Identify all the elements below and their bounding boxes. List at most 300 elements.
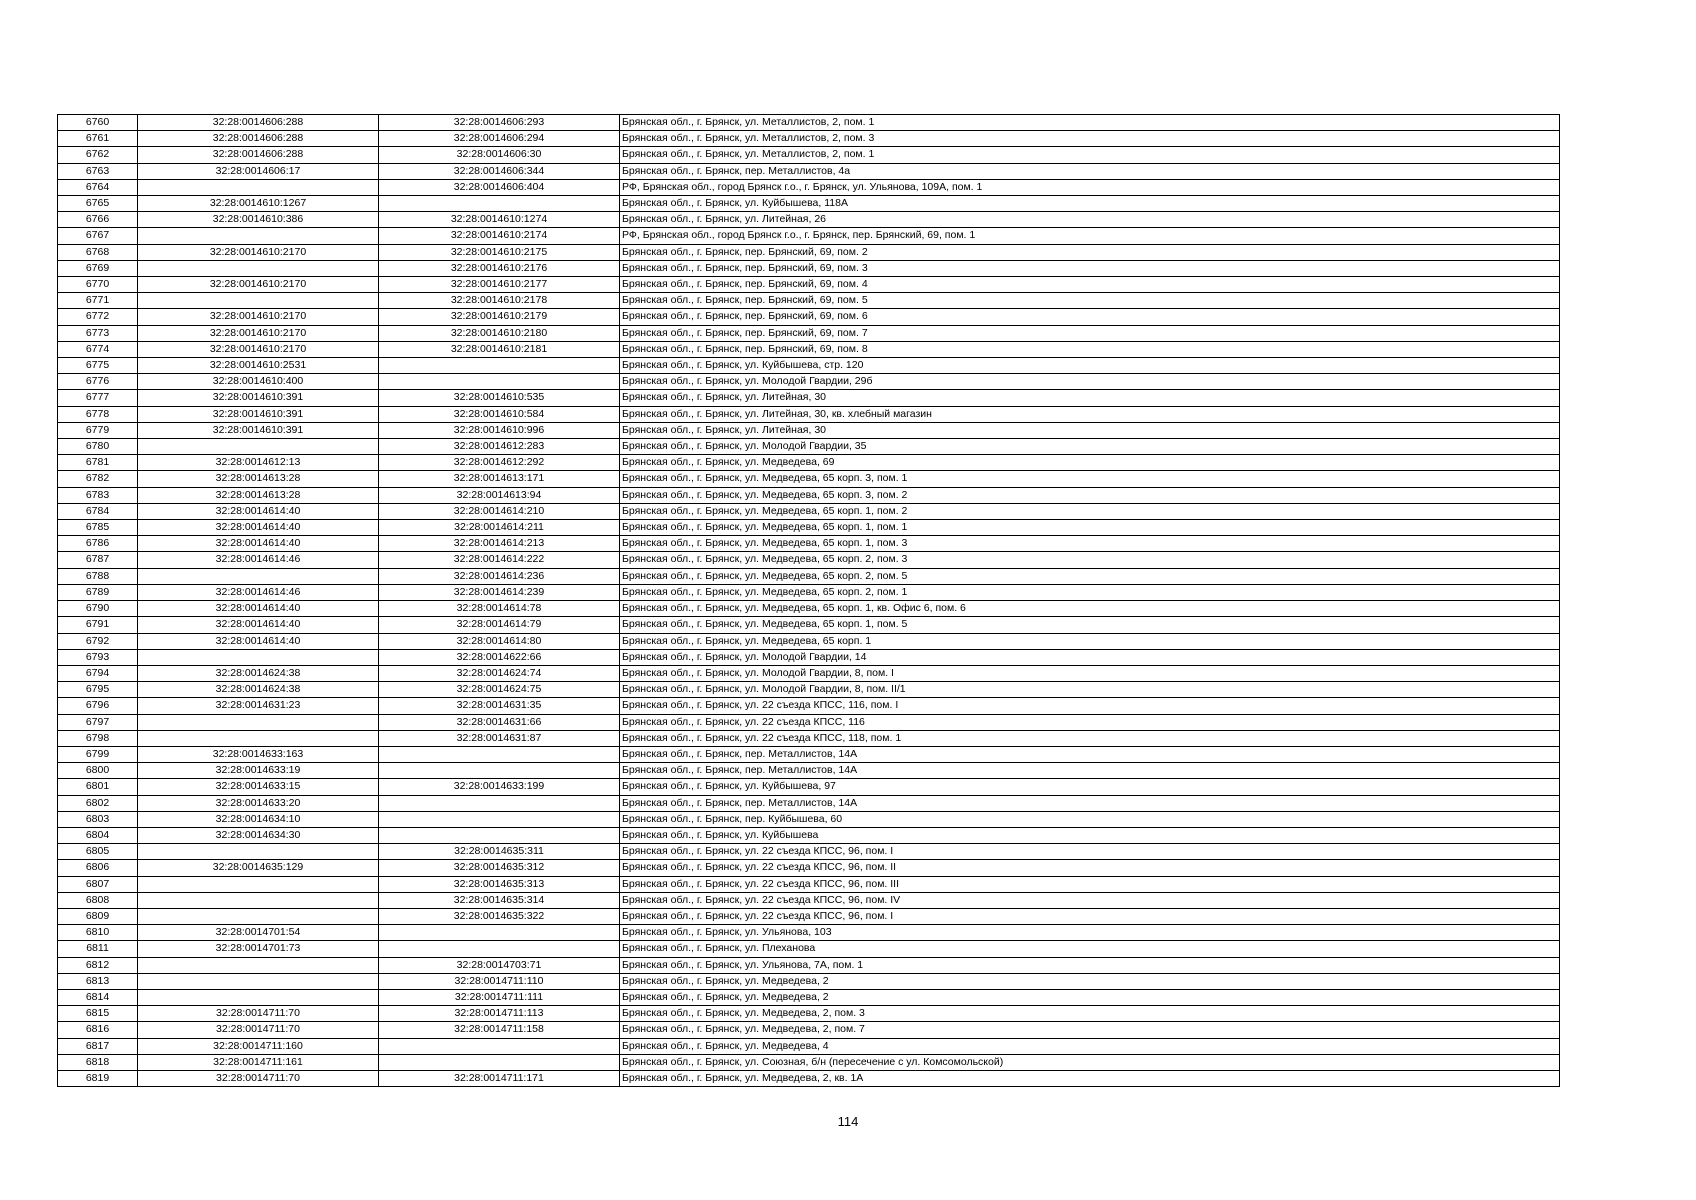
address-cell: Брянская обл., г. Брянск, ул. Куйбышева, 97 <box>620 779 1560 795</box>
row-number-cell: 6810 <box>58 925 138 941</box>
object-cadastral-number-cell <box>379 358 620 374</box>
object-cadastral-number-cell: 32:28:0014703:71 <box>379 957 620 973</box>
object-cadastral-number-cell: 32:28:0014614:213 <box>379 536 620 552</box>
parent-cadastral-number-cell <box>138 908 379 924</box>
table-row <box>58 584 1560 600</box>
object-cadastral-number-cell <box>379 763 620 779</box>
object-cadastral-number-cell: 32:28:0014612:292 <box>379 455 620 471</box>
object-cadastral-number-cell: 32:28:0014622:66 <box>379 649 620 665</box>
address-cell: Брянская обл., г. Брянск, ул. Молодой Гвардии, 14 <box>620 649 1560 665</box>
table-row <box>58 633 1560 649</box>
parent-cadastral-number-cell: 32:28:0014606:288 <box>138 147 379 163</box>
object-cadastral-number-cell: 32:28:0014610:2175 <box>379 244 620 260</box>
row-number-cell: 6787 <box>58 552 138 568</box>
row-number-cell: 6776 <box>58 374 138 390</box>
object-cadastral-number-cell: 32:28:0014606:344 <box>379 163 620 179</box>
table-row <box>58 115 1560 131</box>
object-cadastral-number-cell: 32:28:0014614:211 <box>379 520 620 536</box>
object-cadastral-number-cell: 32:28:0014614:80 <box>379 633 620 649</box>
parent-cadastral-number-cell: 32:28:0014610:2170 <box>138 341 379 357</box>
table-row <box>58 390 1560 406</box>
address-cell: Брянская обл., г. Брянск, ул. Куйбышева, 118А <box>620 196 1560 212</box>
parent-cadastral-number-cell: 32:28:0014633:19 <box>138 763 379 779</box>
table-row <box>58 763 1560 779</box>
parent-cadastral-number-cell <box>138 844 379 860</box>
address-cell: Брянская обл., г. Брянск, пер. Брянский, 69, пом. 6 <box>620 309 1560 325</box>
table-row <box>58 568 1560 584</box>
address-cell: Брянская обл., г. Брянск, ул. 22 съезда КПСС, 96, пом. IV <box>620 892 1560 908</box>
row-number-cell: 6774 <box>58 341 138 357</box>
parent-cadastral-number-cell: 32:28:0014606:288 <box>138 115 379 131</box>
row-number-cell: 6806 <box>58 860 138 876</box>
parent-cadastral-number-cell: 32:28:0014606:17 <box>138 163 379 179</box>
row-number-cell: 6782 <box>58 471 138 487</box>
table-row <box>58 422 1560 438</box>
table-row <box>58 1038 1560 1054</box>
object-cadastral-number-cell: 32:28:0014606:293 <box>379 115 620 131</box>
table-row <box>58 989 1560 1005</box>
address-cell: Брянская обл., г. Брянск, пер. Брянский, 69, пом. 8 <box>620 341 1560 357</box>
row-number-cell: 6786 <box>58 536 138 552</box>
table-row <box>58 147 1560 163</box>
object-cadastral-number-cell: 32:28:0014631:66 <box>379 714 620 730</box>
parent-cadastral-number-cell <box>138 892 379 908</box>
row-number-cell: 6793 <box>58 649 138 665</box>
parent-cadastral-number-cell: 32:28:0014610:1267 <box>138 196 379 212</box>
table-row <box>58 244 1560 260</box>
parent-cadastral-number-cell: 32:28:0014610:386 <box>138 212 379 228</box>
address-cell: Брянская обл., г. Брянск, ул. Куйбышева <box>620 827 1560 843</box>
object-cadastral-number-cell <box>379 374 620 390</box>
address-cell: Брянская обл., г. Брянск, ул. Медведева, 2, пом. 3 <box>620 1006 1560 1022</box>
object-cadastral-number-cell: 32:28:0014624:74 <box>379 665 620 681</box>
table-row <box>58 649 1560 665</box>
table-row <box>58 503 1560 519</box>
object-cadastral-number-cell: 32:28:0014612:283 <box>379 439 620 455</box>
address-cell: Брянская обл., г. Брянск, ул. Ульянова, 103 <box>620 925 1560 941</box>
object-cadastral-number-cell: 32:28:0014610:2176 <box>379 260 620 276</box>
table-row <box>58 309 1560 325</box>
parent-cadastral-number-cell: 32:28:0014614:40 <box>138 520 379 536</box>
parent-cadastral-number-cell: 32:28:0014614:40 <box>138 503 379 519</box>
address-cell: Брянская обл., г. Брянск, ул. 22 съезда КПСС, 118, пом. 1 <box>620 730 1560 746</box>
address-cell: Брянская обл., г. Брянск, ул. 22 съезда КПСС, 96, пом. I <box>620 844 1560 860</box>
row-number-cell: 6783 <box>58 487 138 503</box>
parent-cadastral-number-cell: 32:28:0014614:46 <box>138 552 379 568</box>
table-row <box>58 925 1560 941</box>
table-row <box>58 487 1560 503</box>
table-row <box>58 601 1560 617</box>
row-number-cell: 6801 <box>58 779 138 795</box>
object-cadastral-number-cell <box>379 795 620 811</box>
table-row <box>58 827 1560 843</box>
parent-cadastral-number-cell: 32:28:0014711:70 <box>138 1006 379 1022</box>
registry-table-body <box>58 115 1560 1087</box>
table-row <box>58 698 1560 714</box>
address-cell: Брянская обл., г. Брянск, ул. Плеханова <box>620 941 1560 957</box>
object-cadastral-number-cell: 32:28:0014711:171 <box>379 1070 620 1086</box>
parent-cadastral-number-cell <box>138 228 379 244</box>
address-cell: Брянская обл., г. Брянск, ул. Металлистов, 2, пом. 1 <box>620 115 1560 131</box>
object-cadastral-number-cell: 32:28:0014610:2180 <box>379 325 620 341</box>
table-row <box>58 277 1560 293</box>
parent-cadastral-number-cell <box>138 260 379 276</box>
parent-cadastral-number-cell: 32:28:0014701:73 <box>138 941 379 957</box>
row-number-cell: 6765 <box>58 196 138 212</box>
row-number-cell: 6802 <box>58 795 138 811</box>
address-cell: Брянская обл., г. Брянск, ул. Молодой Гвардии, 8, пом. II/1 <box>620 682 1560 698</box>
address-cell: Брянская обл., г. Брянск, ул. 22 съезда КПСС, 116, пом. I <box>620 698 1560 714</box>
row-number-cell: 6794 <box>58 665 138 681</box>
table-row <box>58 455 1560 471</box>
object-cadastral-number-cell: 32:28:0014635:312 <box>379 860 620 876</box>
address-cell: Брянская обл., г. Брянск, ул. Молодой Гвардии, 35 <box>620 439 1560 455</box>
parent-cadastral-number-cell: 32:28:0014610:2531 <box>138 358 379 374</box>
parent-cadastral-number-cell: 32:28:0014606:288 <box>138 131 379 147</box>
table-row <box>58 730 1560 746</box>
table-row <box>58 163 1560 179</box>
table-row <box>58 536 1560 552</box>
row-number-cell: 6781 <box>58 455 138 471</box>
row-number-cell: 6768 <box>58 244 138 260</box>
table-row <box>58 941 1560 957</box>
address-cell: Брянская обл., г. Брянск, ул. Ульянова, 7А, пом. 1 <box>620 957 1560 973</box>
row-number-cell: 6816 <box>58 1022 138 1038</box>
table-row <box>58 471 1560 487</box>
parent-cadastral-number-cell: 32:28:0014610:2170 <box>138 277 379 293</box>
parent-cadastral-number-cell: 32:28:0014610:2170 <box>138 309 379 325</box>
object-cadastral-number-cell <box>379 827 620 843</box>
address-cell: Брянская обл., г. Брянск, пер. Брянский, 69, пом. 3 <box>620 260 1560 276</box>
address-cell: Брянская обл., г. Брянск, пер. Брянский, 69, пом. 7 <box>620 325 1560 341</box>
row-number-cell: 6769 <box>58 260 138 276</box>
object-cadastral-number-cell: 32:28:0014613:94 <box>379 487 620 503</box>
row-number-cell: 6815 <box>58 1006 138 1022</box>
object-cadastral-number-cell: 32:28:0014606:404 <box>379 179 620 195</box>
object-cadastral-number-cell: 32:28:0014711:110 <box>379 973 620 989</box>
parent-cadastral-number-cell <box>138 973 379 989</box>
address-cell: РФ, Брянская обл., город Брянск г.о., г. Брянск, пер. Брянский, 69, пом. 1 <box>620 228 1560 244</box>
table-row <box>58 779 1560 795</box>
address-cell: РФ, Брянская обл., город Брянск г.о., г. Брянск, ул. Ульянова, 109А, пом. 1 <box>620 179 1560 195</box>
row-number-cell: 6812 <box>58 957 138 973</box>
parent-cadastral-number-cell: 32:28:0014613:28 <box>138 487 379 503</box>
parent-cadastral-number-cell: 32:28:0014614:40 <box>138 633 379 649</box>
table-row <box>58 439 1560 455</box>
address-cell: Брянская обл., г. Брянск, ул. Медведева, 65 корп. 2, пом. 3 <box>620 552 1560 568</box>
address-cell: Брянская обл., г. Брянск, пер. Брянский, 69, пом. 2 <box>620 244 1560 260</box>
address-cell: Брянская обл., г. Брянск, ул. Союзная, б/н (пересечение с ул. Комсомольской) <box>620 1054 1560 1070</box>
row-number-cell: 6775 <box>58 358 138 374</box>
address-cell: Брянская обл., г. Брянск, ул. Медведева, 2 <box>620 989 1560 1005</box>
parent-cadastral-number-cell: 32:28:0014711:161 <box>138 1054 379 1070</box>
table-row <box>58 131 1560 147</box>
table-row <box>58 892 1560 908</box>
object-cadastral-number-cell: 32:28:0014614:78 <box>379 601 620 617</box>
parent-cadastral-number-cell <box>138 714 379 730</box>
table-row <box>58 844 1560 860</box>
object-cadastral-number-cell: 32:28:0014610:996 <box>379 422 620 438</box>
parent-cadastral-number-cell: 32:28:0014614:40 <box>138 536 379 552</box>
address-cell: Брянская обл., г. Брянск, ул. Медведева, 2, пом. 7 <box>620 1022 1560 1038</box>
address-cell: Брянская обл., г. Брянск, пер. Брянский, 69, пом. 4 <box>620 277 1560 293</box>
address-cell: Брянская обл., г. Брянск, ул. Куйбышева, стр. 120 <box>620 358 1560 374</box>
row-number-cell: 6809 <box>58 908 138 924</box>
parent-cadastral-number-cell: 32:28:0014633:20 <box>138 795 379 811</box>
table-row <box>58 406 1560 422</box>
row-number-cell: 6770 <box>58 277 138 293</box>
address-cell: Брянская обл., г. Брянск, ул. 22 съезда КПСС, 96, пом. I <box>620 908 1560 924</box>
row-number-cell: 6773 <box>58 325 138 341</box>
address-cell: Брянская обл., г. Брянск, ул. Молодой Гвардии, 29б <box>620 374 1560 390</box>
object-cadastral-number-cell: 32:28:0014614:79 <box>379 617 620 633</box>
row-number-cell: 6761 <box>58 131 138 147</box>
table-row <box>58 293 1560 309</box>
row-number-cell: 6813 <box>58 973 138 989</box>
parent-cadastral-number-cell: 32:28:0014610:391 <box>138 422 379 438</box>
address-cell: Брянская обл., г. Брянск, ул. Металлистов, 2, пом. 3 <box>620 131 1560 147</box>
row-number-cell: 6760 <box>58 115 138 131</box>
row-number-cell: 6792 <box>58 633 138 649</box>
parent-cadastral-number-cell <box>138 649 379 665</box>
parent-cadastral-number-cell <box>138 293 379 309</box>
object-cadastral-number-cell: 32:28:0014635:313 <box>379 876 620 892</box>
table-row <box>58 1006 1560 1022</box>
parent-cadastral-number-cell: 32:28:0014633:15 <box>138 779 379 795</box>
row-number-cell: 6811 <box>58 941 138 957</box>
object-cadastral-number-cell: 32:28:0014606:30 <box>379 147 620 163</box>
registry-table <box>57 114 1560 1087</box>
row-number-cell: 6788 <box>58 568 138 584</box>
table-row <box>58 196 1560 212</box>
table-row <box>58 746 1560 762</box>
address-cell: Брянская обл., г. Брянск, ул. Литейная, 26 <box>620 212 1560 228</box>
address-cell: Брянская обл., г. Брянск, ул. Медведева, 65 корп. 1, пом. 3 <box>620 536 1560 552</box>
table-row <box>58 908 1560 924</box>
address-cell: Брянская обл., г. Брянск, пер. Металлистов, 4а <box>620 163 1560 179</box>
row-number-cell: 6819 <box>58 1070 138 1086</box>
table-row <box>58 665 1560 681</box>
parent-cadastral-number-cell <box>138 439 379 455</box>
parent-cadastral-number-cell: 32:28:0014635:129 <box>138 860 379 876</box>
parent-cadastral-number-cell: 32:28:0014711:70 <box>138 1070 379 1086</box>
object-cadastral-number-cell: 32:28:0014613:171 <box>379 471 620 487</box>
object-cadastral-number-cell: 32:28:0014711:111 <box>379 989 620 1005</box>
row-number-cell: 6808 <box>58 892 138 908</box>
object-cadastral-number-cell: 32:28:0014635:314 <box>379 892 620 908</box>
parent-cadastral-number-cell: 32:28:0014614:46 <box>138 584 379 600</box>
object-cadastral-number-cell: 32:28:0014610:2179 <box>379 309 620 325</box>
parent-cadastral-number-cell: 32:28:0014613:28 <box>138 471 379 487</box>
parent-cadastral-number-cell: 32:28:0014711:160 <box>138 1038 379 1054</box>
row-number-cell: 6804 <box>58 827 138 843</box>
row-number-cell: 6777 <box>58 390 138 406</box>
parent-cadastral-number-cell: 32:28:0014612:13 <box>138 455 379 471</box>
address-cell: Брянская обл., г. Брянск, ул. Медведева, 4 <box>620 1038 1560 1054</box>
table-row <box>58 358 1560 374</box>
table-row <box>58 325 1560 341</box>
row-number-cell: 6797 <box>58 714 138 730</box>
table-row <box>58 973 1560 989</box>
row-number-cell: 6814 <box>58 989 138 1005</box>
table-row <box>58 714 1560 730</box>
parent-cadastral-number-cell: 32:28:0014624:38 <box>138 665 379 681</box>
parent-cadastral-number-cell: 32:28:0014634:30 <box>138 827 379 843</box>
object-cadastral-number-cell: 32:28:0014614:222 <box>379 552 620 568</box>
object-cadastral-number-cell: 32:28:0014610:2181 <box>379 341 620 357</box>
parent-cadastral-number-cell: 32:28:0014624:38 <box>138 682 379 698</box>
address-cell: Брянская обл., г. Брянск, пер. Металлистов, 14А <box>620 795 1560 811</box>
row-number-cell: 6766 <box>58 212 138 228</box>
table-row <box>58 520 1560 536</box>
row-number-cell: 6795 <box>58 682 138 698</box>
object-cadastral-number-cell: 32:28:0014614:239 <box>379 584 620 600</box>
object-cadastral-number-cell <box>379 196 620 212</box>
table-row <box>58 876 1560 892</box>
table-row <box>58 260 1560 276</box>
parent-cadastral-number-cell <box>138 876 379 892</box>
address-cell: Брянская обл., г. Брянск, ул. 22 съезда КПСС, 96, пом. II <box>620 860 1560 876</box>
address-cell: Брянская обл., г. Брянск, ул. Медведева, 65 корп. 1, пом. 5 <box>620 617 1560 633</box>
parent-cadastral-number-cell: 32:28:0014634:10 <box>138 811 379 827</box>
object-cadastral-number-cell: 32:28:0014631:35 <box>379 698 620 714</box>
object-cadastral-number-cell <box>379 746 620 762</box>
row-number-cell: 6818 <box>58 1054 138 1070</box>
object-cadastral-number-cell: 32:28:0014610:2178 <box>379 293 620 309</box>
address-cell: Брянская обл., г. Брянск, пер. Металлистов, 14А <box>620 746 1560 762</box>
parent-cadastral-number-cell: 32:28:0014614:40 <box>138 601 379 617</box>
table-row <box>58 179 1560 195</box>
object-cadastral-number-cell: 32:28:0014610:584 <box>379 406 620 422</box>
object-cadastral-number-cell: 32:28:0014711:113 <box>379 1006 620 1022</box>
row-number-cell: 6789 <box>58 584 138 600</box>
parent-cadastral-number-cell <box>138 730 379 746</box>
object-cadastral-number-cell: 32:28:0014635:322 <box>379 908 620 924</box>
row-number-cell: 6798 <box>58 730 138 746</box>
parent-cadastral-number-cell: 32:28:0014610:2170 <box>138 325 379 341</box>
address-cell: Брянская обл., г. Брянск, ул. Медведева, 65 корп. 1, пом. 1 <box>620 520 1560 536</box>
parent-cadastral-number-cell <box>138 179 379 195</box>
row-number-cell: 6805 <box>58 844 138 860</box>
address-cell: Брянская обл., г. Брянск, ул. Медведева, 65 корп. 2, пом. 1 <box>620 584 1560 600</box>
parent-cadastral-number-cell: 32:28:0014610:391 <box>138 406 379 422</box>
row-number-cell: 6785 <box>58 520 138 536</box>
address-cell: Брянская обл., г. Брянск, ул. Медведева, 65 корп. 1 <box>620 633 1560 649</box>
address-cell: Брянская обл., г. Брянск, ул. Молодой Гвардии, 8, пом. I <box>620 665 1560 681</box>
parent-cadastral-number-cell: 32:28:0014610:2170 <box>138 244 379 260</box>
parent-cadastral-number-cell: 32:28:0014631:23 <box>138 698 379 714</box>
page-number: 114 <box>837 1114 859 1129</box>
row-number-cell: 6771 <box>58 293 138 309</box>
object-cadastral-number-cell: 32:28:0014624:75 <box>379 682 620 698</box>
address-cell: Брянская обл., г. Брянск, пер. Металлистов, 14А <box>620 763 1560 779</box>
table-row <box>58 228 1560 244</box>
address-cell: Брянская обл., г. Брянск, пер. Брянский, 69, пом. 5 <box>620 293 1560 309</box>
parent-cadastral-number-cell: 32:28:0014610:400 <box>138 374 379 390</box>
parent-cadastral-number-cell: 32:28:0014633:163 <box>138 746 379 762</box>
table-row <box>58 1054 1560 1070</box>
parent-cadastral-number-cell <box>138 989 379 1005</box>
row-number-cell: 6790 <box>58 601 138 617</box>
row-number-cell: 6778 <box>58 406 138 422</box>
row-number-cell: 6796 <box>58 698 138 714</box>
object-cadastral-number-cell <box>379 1038 620 1054</box>
row-number-cell: 6784 <box>58 503 138 519</box>
object-cadastral-number-cell: 32:28:0014610:2177 <box>379 277 620 293</box>
object-cadastral-number-cell: 32:28:0014614:210 <box>379 503 620 519</box>
row-number-cell: 6800 <box>58 763 138 779</box>
object-cadastral-number-cell: 32:28:0014711:158 <box>379 1022 620 1038</box>
object-cadastral-number-cell: 32:28:0014610:535 <box>379 390 620 406</box>
address-cell: Брянская обл., г. Брянск, ул. Литейная, 30, кв. хлебный магазин <box>620 406 1560 422</box>
object-cadastral-number-cell: 32:28:0014635:311 <box>379 844 620 860</box>
address-cell: Брянская обл., г. Брянск, ул. Медведева, 65 корп. 3, пом. 2 <box>620 487 1560 503</box>
row-number-cell: 6767 <box>58 228 138 244</box>
table-row <box>58 341 1560 357</box>
address-cell: Брянская обл., г. Брянск, ул. Медведева, 2, кв. 1А <box>620 1070 1560 1086</box>
address-cell: Брянская обл., г. Брянск, ул. Медведева, 65 корп. 1, кв. Офис 6, пом. 6 <box>620 601 1560 617</box>
object-cadastral-number-cell <box>379 925 620 941</box>
table-row <box>58 1070 1560 1086</box>
table-row <box>58 811 1560 827</box>
address-cell: Брянская обл., г. Брянск, ул. Медведева, 65 корп. 2, пом. 5 <box>620 568 1560 584</box>
object-cadastral-number-cell <box>379 1054 620 1070</box>
row-number-cell: 6803 <box>58 811 138 827</box>
object-cadastral-number-cell: 32:28:0014631:87 <box>379 730 620 746</box>
object-cadastral-number-cell <box>379 941 620 957</box>
address-cell: Брянская обл., г. Брянск, пер. Куйбышева, 60 <box>620 811 1560 827</box>
row-number-cell: 6780 <box>58 439 138 455</box>
object-cadastral-number-cell <box>379 811 620 827</box>
table-row <box>58 795 1560 811</box>
table-row <box>58 212 1560 228</box>
parent-cadastral-number-cell <box>138 568 379 584</box>
table-row <box>58 682 1560 698</box>
table-row <box>58 552 1560 568</box>
table-row <box>58 957 1560 973</box>
parent-cadastral-number-cell: 32:28:0014610:391 <box>138 390 379 406</box>
address-cell: Брянская обл., г. Брянск, ул. Литейная, 30 <box>620 422 1560 438</box>
table-row <box>58 860 1560 876</box>
object-cadastral-number-cell: 32:28:0014610:2174 <box>379 228 620 244</box>
address-cell: Брянская обл., г. Брянск, ул. Медведева, 69 <box>620 455 1560 471</box>
address-cell: Брянская обл., г. Брянск, ул. Медведева, 65 корп. 3, пом. 1 <box>620 471 1560 487</box>
parent-cadastral-number-cell: 32:28:0014711:70 <box>138 1022 379 1038</box>
row-number-cell: 6764 <box>58 179 138 195</box>
object-cadastral-number-cell: 32:28:0014610:1274 <box>379 212 620 228</box>
row-number-cell: 6762 <box>58 147 138 163</box>
address-cell: Брянская обл., г. Брянск, ул. Медведева, 2 <box>620 973 1560 989</box>
row-number-cell: 6791 <box>58 617 138 633</box>
object-cadastral-number-cell: 32:28:0014606:294 <box>379 131 620 147</box>
table-row <box>58 1022 1560 1038</box>
parent-cadastral-number-cell: 32:28:0014701:54 <box>138 925 379 941</box>
parent-cadastral-number-cell <box>138 957 379 973</box>
parent-cadastral-number-cell: 32:28:0014614:40 <box>138 617 379 633</box>
row-number-cell: 6817 <box>58 1038 138 1054</box>
table-row <box>58 617 1560 633</box>
object-cadastral-number-cell: 32:28:0014633:199 <box>379 779 620 795</box>
row-number-cell: 6799 <box>58 746 138 762</box>
row-number-cell: 6779 <box>58 422 138 438</box>
address-cell: Брянская обл., г. Брянск, ул. Металлистов, 2, пом. 1 <box>620 147 1560 163</box>
address-cell: Брянская обл., г. Брянск, ул. Литейная, 30 <box>620 390 1560 406</box>
row-number-cell: 6807 <box>58 876 138 892</box>
address-cell: Брянская обл., г. Брянск, ул. 22 съезда КПСС, 116 <box>620 714 1560 730</box>
table-row <box>58 374 1560 390</box>
row-number-cell: 6772 <box>58 309 138 325</box>
address-cell: Брянская обл., г. Брянск, ул. 22 съезда КПСС, 96, пом. III <box>620 876 1560 892</box>
